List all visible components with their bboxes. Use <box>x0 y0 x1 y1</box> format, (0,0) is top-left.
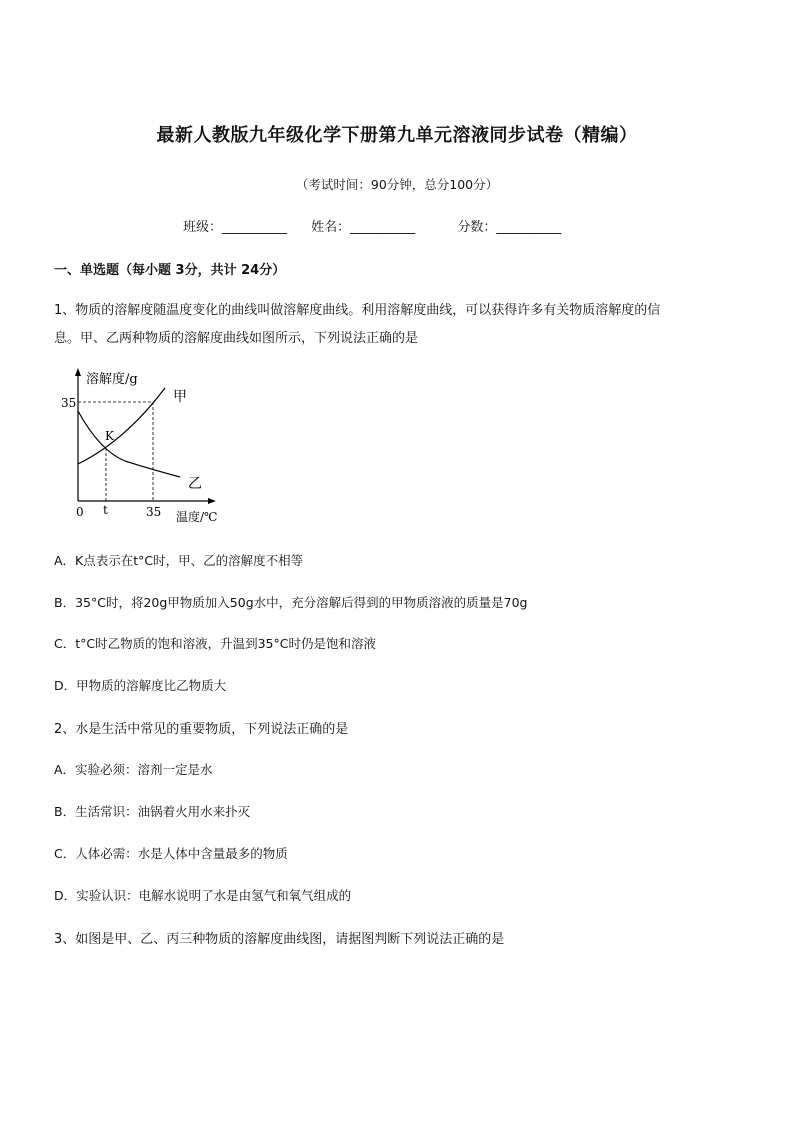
exam-title: 最新人教版九年级化学下册第九单元溶液同步试卷（精编） <box>156 125 638 146</box>
solubility-chart <box>50 366 250 528</box>
series-yi-label: 乙 <box>188 476 202 492</box>
x-tick-0: 0 <box>76 505 84 519</box>
exam-subtitle: （考试时间：90分钟，总分100分） <box>295 177 499 192</box>
q1-option-c[interactable]: C．t°C时乙物质的饱和溶液，升温到35°C时仍是饱和溶液 <box>54 636 376 651</box>
question-2-stem: 2、水是生活中常见的重要物质，下列说法正确的是 <box>54 722 349 737</box>
section-heading: 一、单选题（每小题 3分，共计 24分） <box>54 263 286 278</box>
x-tick-35: 35 <box>146 505 162 519</box>
x-axis-label: 温度/℃ <box>176 510 218 524</box>
score-blank: __________ <box>496 220 562 235</box>
score-field[interactable] <box>457 216 561 235</box>
name-field[interactable] <box>311 216 415 235</box>
class-field[interactable] <box>183 216 287 235</box>
q2-option-c[interactable]: C．人体必需：水是人体中含量最多的物质 <box>54 846 288 861</box>
class-label: 班级： <box>183 220 223 235</box>
y-axis-arrow <box>75 368 81 376</box>
series-jia-label: 甲 <box>173 389 187 405</box>
q2-option-b[interactable]: B．生活常识：油锅着火用水来扑灭 <box>54 804 251 819</box>
curve-jia <box>78 388 165 464</box>
name-blank: __________ <box>350 220 416 235</box>
q1-option-a[interactable]: A．K点表示在t°C时，甲、乙的溶解度不相等 <box>54 553 304 568</box>
question-1-stem-line2: 息。甲、乙两种物质的溶解度曲线如图所示，下列说法正确的是 <box>54 331 419 346</box>
y-tick-35: 35 <box>61 396 77 410</box>
name-label: 姓名： <box>311 220 351 235</box>
q1-option-d[interactable]: D．甲物质的溶解度比乙物质大 <box>54 678 227 693</box>
student-info-fields <box>183 216 581 235</box>
class-blank: __________ <box>222 220 288 235</box>
q1-option-b[interactable]: B．35°C时，将20g甲物质加入50g水中，充分溶解后得到的甲物质溶液的质量是70g <box>54 595 528 610</box>
q2-option-a[interactable]: A．实验必须：溶剂一定是水 <box>54 762 213 777</box>
x-tick-t: t <box>103 503 108 517</box>
score-label: 分数： <box>457 220 497 235</box>
curve-yi <box>78 411 180 477</box>
question-3-stem: 3、如图是甲、乙、丙三种物质的溶解度曲线图，请据图判断下列说法正确的是 <box>54 932 505 947</box>
point-k-label: K <box>105 429 114 443</box>
q2-option-d[interactable]: D．实验认识：电解水说明了水是由氢气和氧气组成的 <box>54 888 352 903</box>
x-axis-arrow <box>208 498 216 504</box>
question-1-stem-line1: 1、物质的溶解度随温度变化的曲线叫做溶解度曲线。利用溶解度曲线，可以获得许多有关物质溶解度的信 <box>54 303 661 318</box>
y-axis-label: 溶解度/g <box>86 372 138 387</box>
